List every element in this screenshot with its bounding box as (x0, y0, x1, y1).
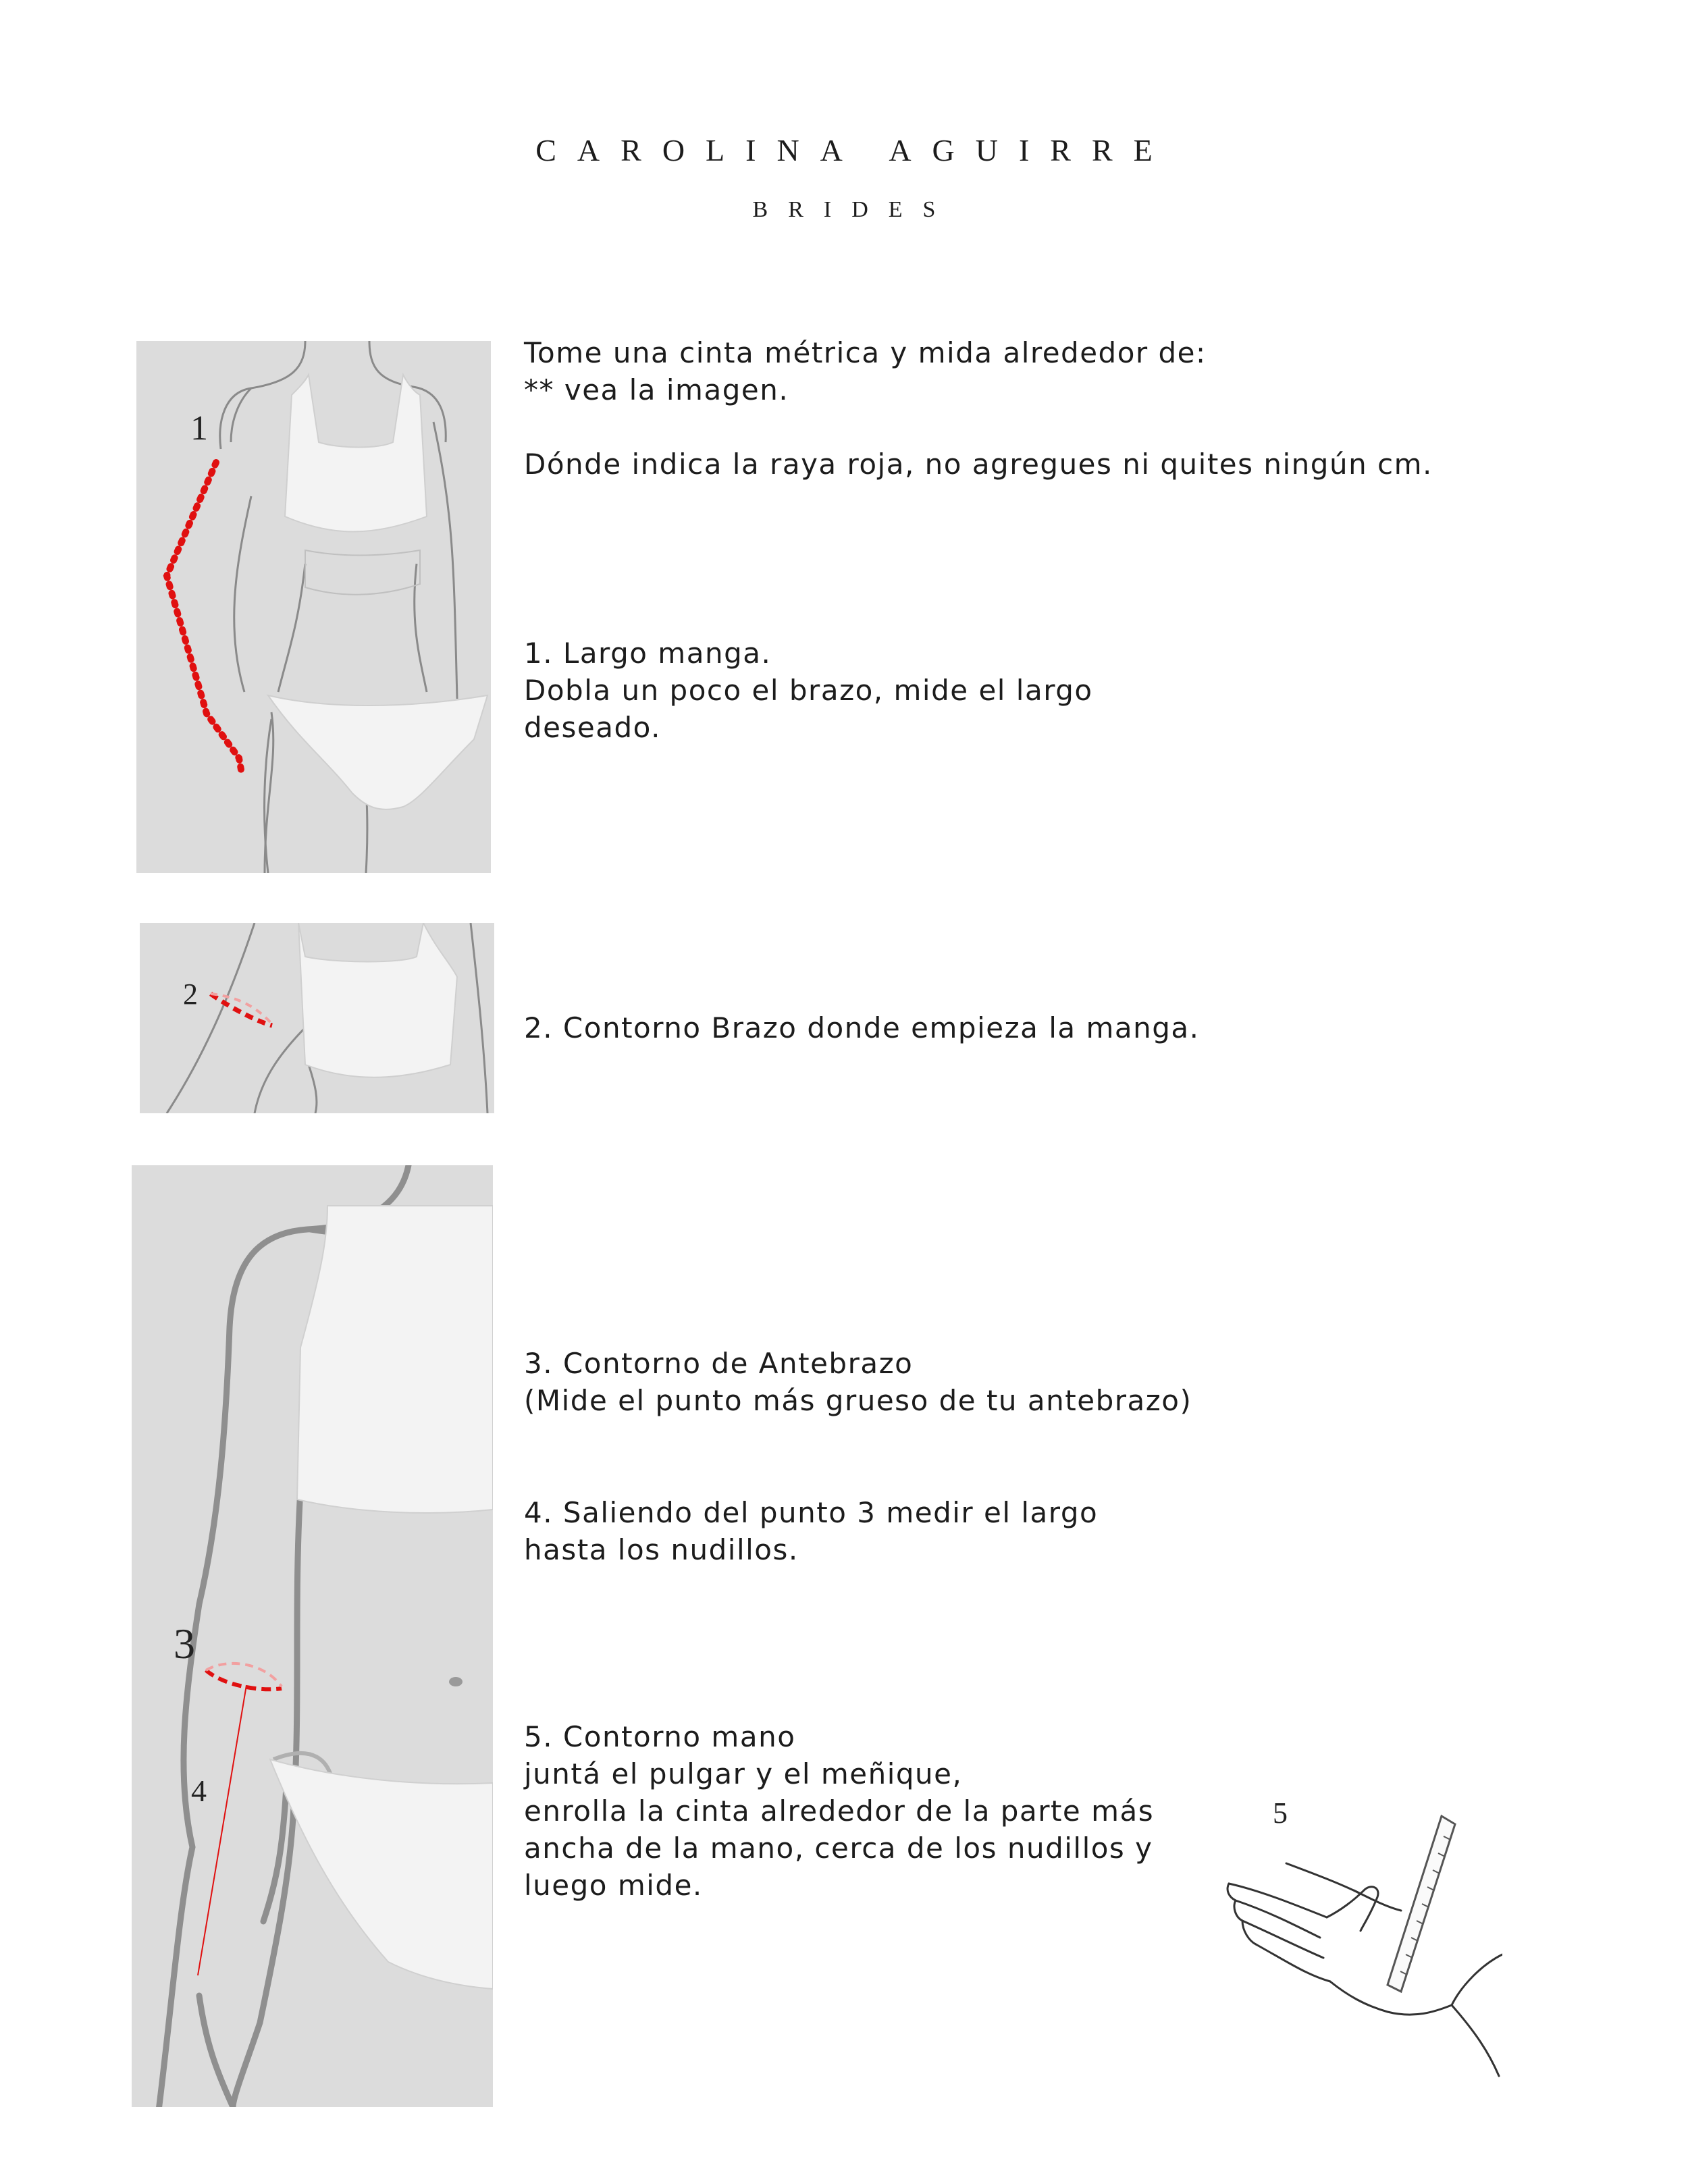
brand-subtitle: BRIDES (752, 197, 956, 222)
step-1-text: 1. Largo manga. Dobla un poco el brazo, mide el largo deseado. (524, 637, 1093, 744)
step-5-text: 5. Contorno mano juntá el pulgar y el meñique, enrolla la cinta alrededor de la parte más ancha de la mano, cerca de los nudillos y luego mide. (524, 1720, 1155, 1902)
brand-name: CAROLINA AGUIRRE (535, 133, 1173, 167)
marker-2: 2 (183, 978, 198, 1011)
step-3-text: 3. Contorno de Antebrazo (Mide el punto más grueso de tu antebrazo) (524, 1347, 1192, 1417)
arm-circumference-line (211, 994, 272, 1026)
marker-1: 1 (190, 409, 208, 448)
intro-line-2: ** vea la imagen. (524, 373, 789, 406)
intro-line-3: Dónde indica la raya roja, no agregues ni quites ningún cm. (524, 448, 1433, 481)
marker-5: 5 (1273, 1796, 1288, 1830)
forearm-length-line (198, 1685, 246, 1975)
marker-4: 4 (191, 1774, 207, 1808)
figure-arm-circumference (140, 923, 494, 1113)
body-illustration-2 (140, 923, 494, 1113)
figure-forearm (132, 1165, 493, 2107)
sleeve-length-line (167, 462, 241, 770)
step-4-text: 4. Saliendo del punto 3 medir el largo hasta los nudillos. (524, 1496, 1099, 1566)
forearm-circumference-line (206, 1670, 282, 1689)
hand-measure-illustration (1219, 1796, 1502, 2079)
hand-icon (1219, 1809, 1502, 2079)
body-illustration-1 (136, 341, 491, 873)
step-2-text: 2. Contorno Brazo donde empieza la manga. (524, 1011, 1200, 1044)
figure-sleeve-length (136, 341, 491, 873)
intro-line-1: Tome una cinta métrica y mida alrededor de: (524, 336, 1207, 369)
marker-3: 3 (174, 1620, 195, 1668)
